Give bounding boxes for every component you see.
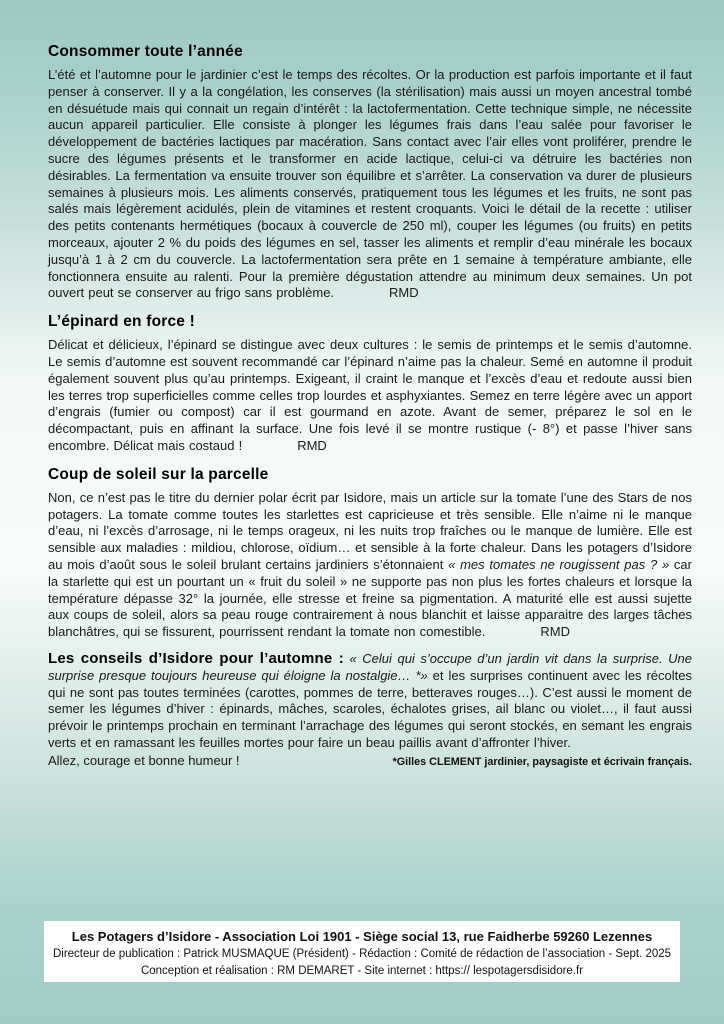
signature-rmd: RMD — [389, 285, 419, 301]
footer-website-line: Conception et réalisation : RM DEMARET - Site internet : https:// lespotagersdisidore.fr — [140, 965, 584, 977]
article-text: et les surprises continuent avec les récoltes qui ne sont pas toutes terminées (carottes, pommes de terre, betteraves rouges…). C’est aussi le moment de semer les légumes d’hiver : épinards, mâches, scaroles, échalotes grises, ail blanc ou violet…, il faut aussi prévoir le printemps prochain en terminant l’arrachage des légumes qui seront stockés, en semant les engrais verts et en ramassant les feuilles mortes pour faire un beau paillis avant d’affronter l’hiver. — [48, 667, 692, 750]
article-body-epinard — [48, 337, 692, 455]
article-body-consommer — [48, 67, 692, 302]
article-tomate — [48, 465, 692, 641]
article-title-tomate: Coup de soleil sur la parcelle — [48, 465, 269, 483]
signature-rmd: RMD — [540, 624, 570, 640]
article-epinard — [48, 312, 692, 455]
clement-quote: « Celui qui s’occupe d’un jardin vit dans la surprise. Une surprise presque toujours heureuse qui éloigne la nostalgie… *» — [48, 650, 692, 683]
articles-column — [48, 42, 692, 771]
closing-row — [48, 752, 692, 771]
attribution-gilles-clement: *Gilles CLEMENT jardinier, paysagiste et écrivain français. — [392, 755, 692, 768]
closing-sentence: Allez, courage et bonne humeur ! — [48, 752, 240, 768]
article-title-conseils: Les conseils d’Isidore pour l’automne : — [48, 649, 344, 667]
article-text-tail: car la starlette qui est un pourtant un « fruit du soleil » ne supporte pas non plus les fortes chaleurs et lorsque la température dépasse 32° la journée, elle stresse et freine sa pigmentation. A maturité elle est aussi sujette aux coups de soleil, alors sa peau rouge contrairement à nous blanchit et laisse apparaitre des larges tâches blanchâtres, qui se fissurent, pourrissent rendant la tomate non comestible. — [48, 556, 692, 640]
article-body-tomate — [48, 490, 692, 641]
article-conseils — [48, 651, 692, 771]
article-title-consommer: Consommer toute l’année — [48, 43, 243, 60]
article-body-conseils — [48, 651, 692, 752]
article-text: Délicat et délicieux, l’épinard se distingue avec deux cultures : le semis de printemps et le semis d’automne. Le semis d’automne est souvent recommandé car l’épinard n’aime pas la chaleur. Semé en automne il produit également souvent plus qu’au printemps. Exigeant, il craint le manque et l’excès d’eau et redoute aussi bien les terres trop superficielles comme celles trop lourdes et asphyxiantes. Semez en terre légère avec un apport d’engrais (fumier ou compost) car il est gourmand en azote. Avant de semer, préparez le sol en le décompactant, puis en affinant la surface. Une fois levé il se montre rustique (- 8°) et passe l’hiver sans encombre. Délicat mais costaud ! — [48, 337, 692, 453]
article-text: L’été et l’automne pour le jardinier c’est le temps des récoltes. Or la production est parfois importante et il faut penser à conserver. Il y a la congélation, les conserves (la stérilisation) mais aussi un moyen ancestral tombé en désuétude mais qui connait un regain d’intérêt : la lactofermentation. Cette technique simple, ne nécessite aucun appareil particulier. Elle consiste à plonger les légumes frais dans l’eau salée pour favoriser le développement de bactéries lactiques par macération. Sans contact avec l’air elles vont proliférer, prendre le sucre des légumes présents et le transformer en acide lactique, celui-ci va détruire les bactéries non désirables. La fermentation va ensuite trouver son équilibre et s’arrêter. La conservation va durer de plusieurs semaines à plusieurs mois. Les aliments conservés, pratiquement tous les légumes et les fruits, ne sont pas salés mais légèrement acidulés, plein de vitamines et restent croquants. Voici le détail de la recette : utiliser des petits contenants hermétiques (bocaux à couvercle de 250 ml), couper les légumes (ou fruits) en petits morceaux, ajouter 2 % du poids des légumes en sel, tasser les aliments et remplir d’eau minérale les bocaux jusqu’à 1 à 2 cm du couvercle. La lactofermentation sera prête en 1 semaine à température ambiante, elle fonctionnera ensuite au ralenti. Pour la première dégustation attendre au minimum deux semaines. Un pot ouvert peut se conserver au frigo sans problème. — [48, 67, 692, 301]
article-text-lead: Non, ce n’est pas le titre du dernier polar écrit par Isidore, mais un article sur la tomate l’une des Stars de nos potagers. La tomate comme toutes les starlettes est capricieuse et très sensible. Elle n’aime ni le manque d’eau, ni l’excès d’arrosage, ni le temps orageux, ni les nuits trop fraîches ou le manque de lumière. Elle est sensible aux maladies : mildiou, chlorose, oïdium… et sensible à la forte chaleur. Dans les potagers d’Isidore au mois d’août sous le soleil brulant certains jardiniers s’étonnaient — [48, 489, 692, 572]
article-title-epinard: L’épinard en force ! — [48, 313, 195, 331]
footer-association-line: Les Potagers d’Isidore - Association Loi 1901 - Siège social 13, rue Faidherbe 59260 Lezennes — [71, 929, 653, 944]
tomato-quote: « mes tomates ne rougissent pas ? » — [448, 556, 670, 572]
signature-rmd: RMD — [297, 437, 327, 453]
article-consommer — [48, 42, 692, 302]
footer-publication-line: Directeur de publication : Patrick MUSMAQUE (Président) - Rédaction : Comité de rédaction de l’association - Sept. 2025 — [52, 948, 672, 960]
footer-box — [44, 921, 680, 982]
